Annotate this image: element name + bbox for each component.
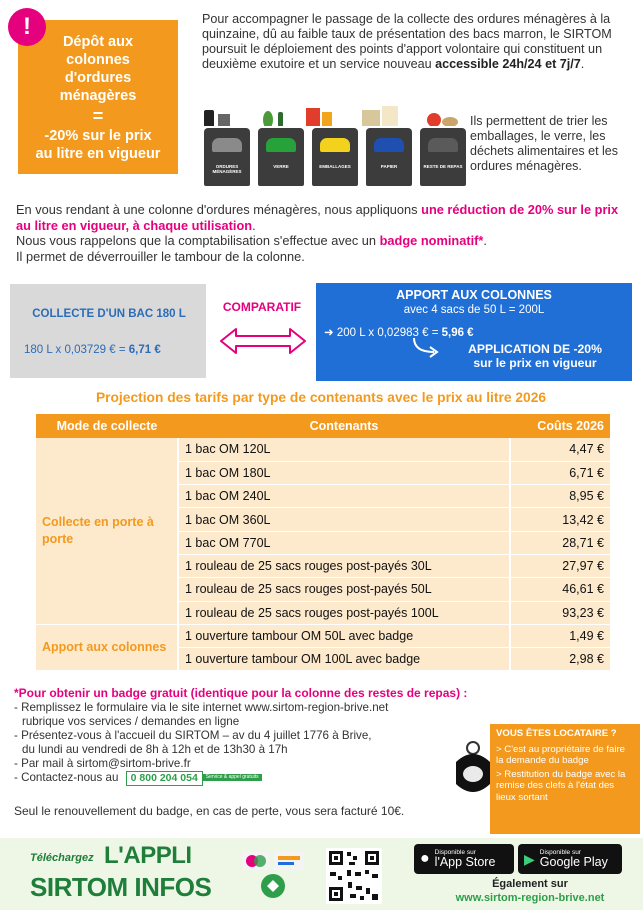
promo-line: colonnes [66, 52, 130, 68]
intro-body: Pour accompagner le passage de la collecte des ordures ménagères à la quinzaine, dû au faible taux de présentation des bacs marron, le SIRTOM poursuit le déploiement des points d'apport volontaire qui constituent un deuxième exutoire et un service nouveau [202, 12, 612, 71]
header-contenants: Contenants [178, 414, 510, 438]
cell-cout: 46,61 € [510, 578, 610, 601]
store-big-text: l'App Store [434, 855, 496, 869]
cell-cout: 13,42 € [510, 508, 610, 531]
cell-cout: 6,71 € [510, 461, 610, 484]
tarifs-table [36, 414, 610, 671]
table-row [36, 438, 610, 461]
collecte-title: COLLECTE D'UN BAC 180 L [32, 308, 186, 320]
para-text: . [252, 217, 256, 233]
badge-instructions [14, 701, 504, 786]
play-icon: ▶ [524, 850, 535, 867]
cell-contenant: 1 rouleau de 25 sacs rouges post-payés 30L [178, 554, 510, 577]
cell-cout: 1,49 € [510, 624, 610, 647]
free-call-tag: Service & appel gratuits [203, 774, 262, 781]
cell-contenant: 1 rouleau de 25 sacs rouges post-payés 50L [178, 578, 510, 601]
app-title-line1: L'APPLI [104, 842, 192, 869]
header-couts: Coûts 2026 [510, 414, 610, 438]
bin-papier [366, 128, 412, 186]
contact-line [14, 771, 504, 787]
also-on-label: Également sur [492, 878, 568, 890]
cell-cout: 28,71 € [510, 531, 610, 554]
calc-text: 180 L x 0,03729 € = [24, 344, 129, 356]
calc-result: 6,71 € [128, 344, 161, 356]
table-header-row [36, 414, 610, 438]
badge-line: rubrique vos services / demandes en ligne [22, 714, 240, 728]
apple-icon: ● [420, 850, 430, 867]
partner-logos-icon [240, 848, 306, 902]
arrow-right-icon: ➜ [324, 327, 337, 339]
renewal-note: Seul le renouvellement du badge, en cas de perte, vous sera facturé 10€. [14, 804, 405, 818]
cell-contenant: 1 ouverture tambour OM 100L avec badge [178, 648, 510, 671]
intro-end: . [580, 57, 585, 71]
bin-slot [428, 138, 458, 152]
promo-line: -20% sur le prix [44, 128, 152, 144]
app-line: APPLICATION DE -20% [468, 342, 602, 356]
double-arrow-icon [218, 326, 308, 356]
badge-line: - Contactez-nous au [14, 770, 119, 784]
cell-cout: 93,23 € [510, 601, 610, 624]
curved-arrow-icon [410, 336, 442, 358]
calc-result: 5,96 € [441, 327, 474, 339]
cell-contenant: 1 bac OM 120L [178, 438, 510, 461]
waste-items-icon [198, 102, 472, 126]
bins-illustration [198, 96, 472, 192]
para-highlight: une réduction de 20% sur le prix au litre en vigueur, à chaque utilisation [16, 202, 619, 233]
projection-title: Projection des tarifs par type de contenants avec le prix au litre 2026 [95, 390, 547, 405]
app-line: sur le prix en vigueur [473, 356, 597, 370]
exclamation-icon: ! [8, 8, 46, 46]
cell-contenant: 1 bac OM 360L [178, 508, 510, 531]
badge-line: - Présentez-vous à l'accueil du SIRTOM – av du 4 juillet 1776 à Brive, [14, 728, 372, 742]
badge-line: - Par mail à sirtom@sirtom-brive.fr [14, 756, 191, 770]
promo-equals: = [92, 106, 104, 126]
para-text: Nous vous rappelons que la comptabilisation s'effectue avec un [16, 233, 380, 248]
apport-title: APPORT AUX COLONNES [396, 288, 552, 302]
bin-label: RESTE DE REPAS [423, 164, 463, 169]
cell-contenant: 1 bac OM 240L [178, 485, 510, 508]
store-small-text: Disponible sur [539, 849, 581, 856]
bin-slot [266, 138, 296, 152]
bin-label: EMBALLAGES [319, 164, 351, 169]
promo-line: ménagères [59, 88, 137, 104]
apport-calc [324, 325, 474, 339]
app-store-button[interactable] [414, 844, 514, 874]
phone-number[interactable]: 0 800 204 054 [126, 771, 203, 787]
bin-label: ORDURES MÉNAGÈRES [212, 164, 242, 174]
collecte-box [10, 284, 206, 378]
cell-cout: 8,95 € [510, 485, 610, 508]
bin-label: VERRE [273, 164, 289, 169]
cell-cout: 2,98 € [510, 648, 610, 671]
promo-line: Dépôt aux [62, 34, 134, 50]
bin-emballages [312, 128, 358, 186]
bin-reste-repas [420, 128, 466, 186]
bins-description: Ils permettent de trier les emballages, le verre, les déchets alimentaires et les ordures ménagères. [470, 114, 618, 173]
comparatif-label: COMPARATIF [222, 300, 302, 314]
locataire-point: > Restitution du badge avec la remise des clefs à l'état des lieux sortant [496, 768, 626, 803]
group-apport-colonnes: Apport aux colonnes [36, 624, 178, 671]
promo-line: d'ordures [64, 70, 132, 86]
para-text: En vous rendant à une colonne d'ordures ménagères, nous appliquons [16, 202, 422, 217]
store-big-text: Google Play [539, 855, 608, 869]
badge-line: - Remplissez le formulaire via le site internet www.sirtom-region-brive.net [14, 701, 389, 714]
bin-ordures [204, 128, 250, 186]
google-play-button[interactable] [518, 844, 622, 874]
para-text: Il permet de déverrouiller le tambour de la colonne. [16, 248, 305, 264]
bin-slot [212, 138, 242, 152]
promo-box [18, 20, 178, 174]
badge-title: *Pour obtenir un badge gratuit (identique pour la colonne des restes de repas) : [14, 686, 468, 700]
locataire-point: > C'est au propriétaire de faire la demande du badge [496, 743, 626, 766]
para-text: . [483, 233, 487, 248]
qr-code-icon[interactable] [326, 848, 382, 904]
reduction-paragraph [16, 202, 631, 264]
intro-text [202, 12, 630, 72]
promo-line: au litre en vigueur [35, 146, 161, 162]
cell-cout: 27,97 € [510, 554, 610, 577]
app-download-label: Téléchargez [30, 852, 94, 864]
bin-verre [258, 128, 304, 186]
apport-sub: avec 4 sacs de 50 L = 200L [403, 304, 545, 316]
apport-application [442, 342, 628, 370]
cell-contenant: 1 bac OM 770L [178, 531, 510, 554]
table-row [36, 624, 610, 647]
app-title-line2: SIRTOM INFOS [30, 872, 212, 902]
calc-text: 200 L x 0,02983 € = [336, 327, 442, 339]
bin-slot [374, 138, 404, 152]
cell-contenant: 1 rouleau de 25 sacs rouges post-payés 100L [178, 601, 510, 624]
bin-slot [320, 138, 350, 152]
cell-cout: 4,47 € [510, 438, 610, 461]
header-mode: Mode de collecte [36, 414, 178, 438]
badge-fob-icon [452, 740, 494, 800]
bin-label: PAPIER [380, 164, 398, 169]
locataire-title: VOUS ÊTES LOCATAIRE ? [496, 728, 617, 739]
badge-line: du lundi au vendredi de 8h à 12h et de 13h30 à 17h [22, 742, 288, 756]
website-link[interactable]: www.sirtom-region-brive.net [455, 892, 605, 904]
para-highlight: badge nominatif* [379, 233, 484, 248]
collecte-calc [24, 344, 161, 356]
store-small-text: Disponible sur [434, 849, 476, 856]
cell-contenant: 1 ouverture tambour OM 50L avec badge [178, 624, 510, 647]
locataire-box [490, 724, 640, 834]
cell-contenant: 1 bac OM 180L [178, 461, 510, 484]
group-porte-a-porte: Collecte en porte à porte [36, 438, 178, 624]
intro-bold: accessible 24h/24 et 7j/7 [435, 57, 581, 71]
